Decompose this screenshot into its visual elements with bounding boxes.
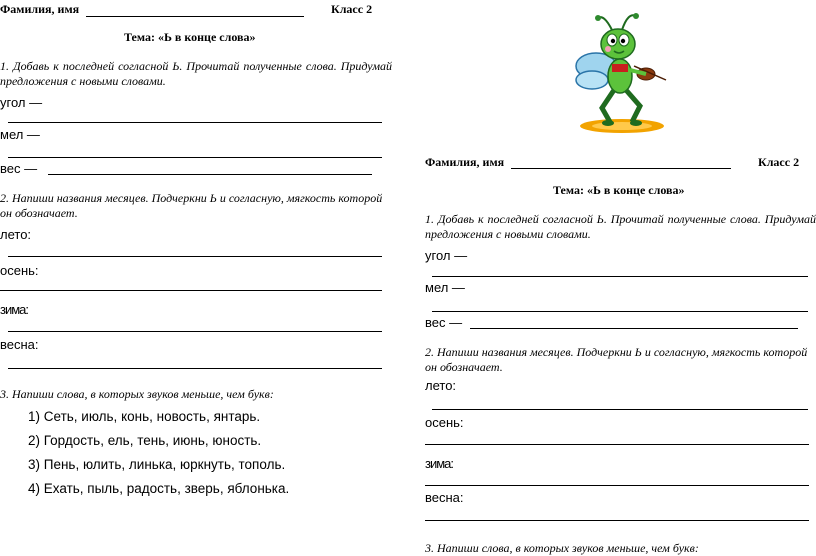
task2-instruction: 2. Напиши названия месяцев. Подчеркни Ь и согласную, мягкость которой он обозначает. <box>425 345 808 374</box>
topic-title: Тема: «Ь в конце слова» <box>553 183 685 197</box>
answer-line[interactable] <box>8 122 382 123</box>
topic-title: Тема: «Ь в конце слова» <box>124 30 256 44</box>
list-item: 1) Сеть, июль, конь, новость, янтарь. <box>28 409 261 424</box>
season-leto: лето: <box>425 378 457 393</box>
answer-line[interactable] <box>8 256 382 257</box>
season-osen: осень: <box>0 263 39 278</box>
answer-line[interactable] <box>470 328 798 329</box>
name-label: Фамилия, имя <box>0 2 80 16</box>
answer-line[interactable] <box>8 331 382 332</box>
answer-line[interactable] <box>432 311 808 312</box>
task1-instruction: 1. Добавь к последней согласной Ь. Прочитай полученные слова. Придумай предложения с новыми словами. <box>0 59 392 88</box>
answer-line[interactable] <box>8 368 382 369</box>
season-osen: осень: <box>425 415 464 430</box>
list-item: 3) Пень, юлить, линька, юркнуть, тополь. <box>28 457 286 472</box>
answer-line[interactable] <box>8 157 382 158</box>
word-ves: вес — <box>0 161 38 176</box>
task2-instruction: 2. Напиши названия месяцев. Подчеркни Ь и согласную, мягкость которой он обозначает. <box>0 191 383 220</box>
season-leto: лето: <box>0 227 32 242</box>
answer-line[interactable] <box>425 444 809 445</box>
word-mel: мел — <box>425 280 465 295</box>
name-line[interactable] <box>86 16 304 17</box>
answer-line[interactable] <box>0 290 382 291</box>
word-ugol: угол — <box>425 248 468 263</box>
word-ugol: угол — <box>0 95 43 110</box>
task3-instruction: 3. Напиши слова, в которых звуков меньше, чем букв: <box>425 541 699 555</box>
list-item: 2) Гордость, ель, тень, июнь, юность. <box>28 433 262 448</box>
word-mel: мел — <box>0 127 40 142</box>
task3-instruction: 3. Напиши слова, в которых звуков меньше, чем букв: <box>0 387 274 401</box>
season-vesna: весна: <box>425 490 464 505</box>
name-line[interactable] <box>511 168 731 169</box>
season-zima: зима: <box>425 456 454 471</box>
answer-line[interactable] <box>425 520 809 521</box>
grasshopper-violin-illustration <box>566 8 676 136</box>
name-label: Фамилия, имя <box>425 155 505 169</box>
list-item: 4) Ехать, пыль, радость, зверь, яблонька. <box>28 481 290 496</box>
answer-line[interactable] <box>48 174 372 175</box>
season-zima: зима: <box>0 302 29 317</box>
class-label: Класс 2 <box>758 155 800 169</box>
answer-line[interactable] <box>432 409 808 410</box>
class-label: Класс 2 <box>331 2 373 16</box>
word-ves: вес — <box>425 315 463 330</box>
task1-instruction: 1. Добавь к последней согласной Ь. Прочитай полученные слова. Придумай предложения с новыми словами. <box>425 212 816 241</box>
season-vesna: весна: <box>0 337 39 352</box>
answer-line[interactable] <box>432 276 808 277</box>
answer-line[interactable] <box>425 485 809 486</box>
